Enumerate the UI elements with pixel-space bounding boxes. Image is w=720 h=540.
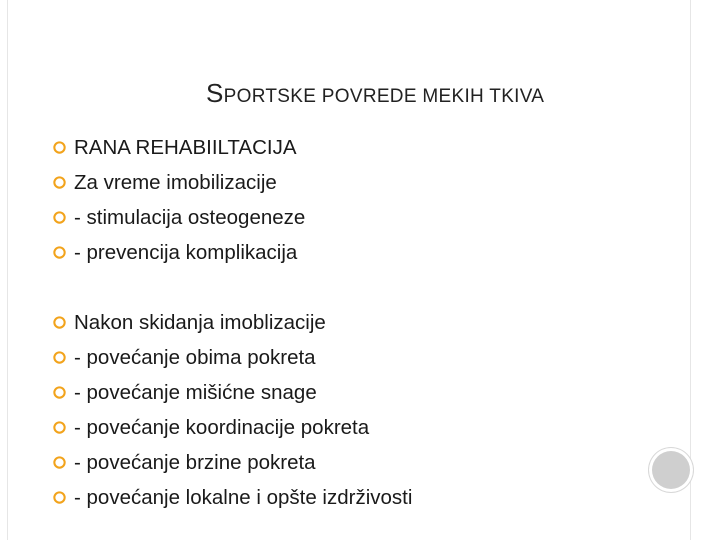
list-item-text: Nakon skidanja imoblizacije [74,310,326,334]
ring-bullet-icon [52,385,67,400]
slide-title-rest: PORTSKE POVREDE MEKIH TKIVA [223,86,545,107]
list-item-text: - stimulacija osteogeneze [74,205,306,229]
list-item [52,305,672,340]
list-item [52,130,672,165]
list-item [52,235,672,270]
circle-decoration-icon [649,448,693,492]
ring-bullet-icon [52,420,67,435]
list-item-text: - povećanje obima pokreta [74,345,316,369]
ring-bullet-icon [52,490,67,505]
slide-title [206,78,544,109]
list-item [52,445,672,480]
list-item [52,410,672,445]
list-item-text: - povećanje koordinacije pokreta [74,415,370,439]
slide-title-initial: S [206,78,224,108]
list-item-text: RANA REHABIILTACIJA [74,135,297,159]
ring-bullet-icon [52,315,67,330]
list-item-text: - povećanje brzine pokreta [74,450,316,474]
list-item [52,340,672,375]
list-item [52,480,672,515]
list-item-text: - povećanje lokalne i opšte izdrživosti [74,485,413,509]
list-item [52,165,672,200]
slide-frame [7,0,691,540]
list-item-text: - povećanje mišićne snage [74,380,317,404]
ring-bullet-icon [52,455,67,470]
ring-bullet-icon [52,245,67,260]
ring-bullet-icon [52,175,67,190]
list-item-text: Za vreme imobilizacije [74,170,277,194]
bullet-list [52,130,672,515]
list-item [52,375,672,410]
ring-bullet-icon [52,350,67,365]
ring-bullet-icon [52,140,67,155]
list-item-text: - prevencija komplikacija [74,240,298,264]
list-item [52,200,672,235]
ring-bullet-icon [52,210,67,225]
